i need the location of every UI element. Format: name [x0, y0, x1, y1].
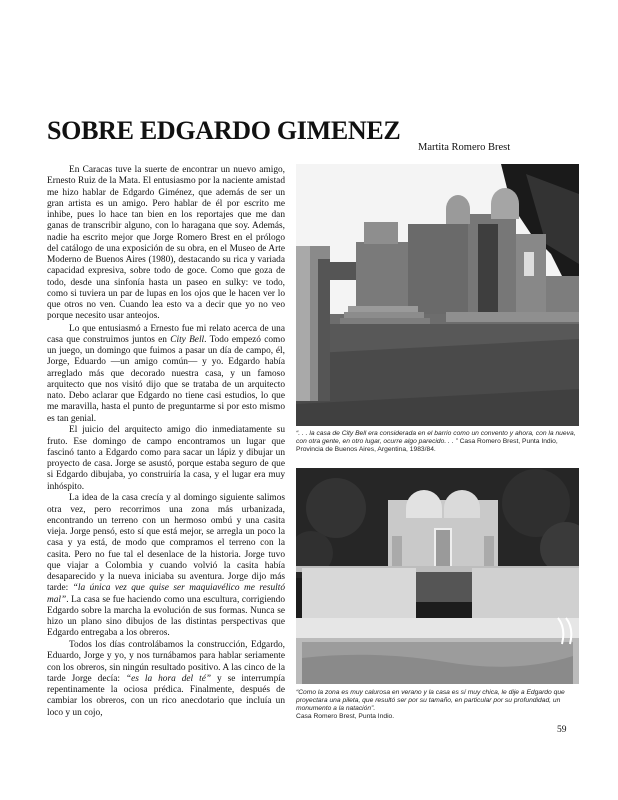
page-number: 59	[557, 725, 567, 735]
paragraph: Lo que entusiasmó a Ernesto fue mi relato acerca de una casa que construimos juntos en City Bell. Todo empezó como un juego, un domingo que fuimos a pasar un día de campo, él, Jorge, Eduardo —un amigo común— y yo. Edgardo había arreglado más que decorado nuestra casa, y un famoso arquitecto que nos visitó dijo que se trataba de un arquitecto nato. Debo aclarar que Edgardo no tiene casi estudios, lo que me maravilla, hasta el punto de preguntarme si por esto mismo es tan genial.	[47, 323, 285, 424]
page-title: SOBRE EDGARDO GIMENEZ	[47, 116, 401, 145]
article-body	[47, 165, 285, 719]
paragraph: Todos los días controlábamos la construcción, Edgardo, Eduardo, Jorge y yo, y nos turnábamos para hablar seriamente con los obreros, sin ningún resultado positivo. A las cinco de la tarde Jorge decía: “es la hora del té” y se interrumpía repentinamente la ociosa prédica. Finalmente, después de cambiar los obreros, con un rico anecdotario que incluía un loco y un cojo,	[47, 640, 285, 718]
author-byline: Martita Romero Brest	[418, 142, 511, 153]
paragraph: En Caracas tuve la suerte de encontrar un nuevo amigo, Ernesto Ruiz de la Mata. El entusiasmo por la naciente amistad me hizo hablar de Edgardo Giménez, que además de ser un gran artista es un amigo. Pero hablar de él por escrito me inhibe, pues lo hace tan bien en los reportajes que me dan ganas de transcribir alguno, con lo haragana que soy. Además, nadie ha escrito mejor que Jorge Romero Brest en el prólogo del catálogo de una exposición de su obra, en el Museo de Arte Moderno de Buenos Aires (1980), destacando su rica y variada capacidad expresiva, sobre todo de goce. Como que goza de todo, desde una sinfonía hasta un paseo en sulky: ve todo, como si tuviera un par de lupas en los ojos que le hacen ver lo que otros no ven. Cuando lea esto va a decir que yo no veo porque necesito usar anteojos.	[47, 165, 285, 322]
pool-photo	[296, 468, 579, 684]
house-photo	[296, 164, 579, 426]
photo-caption: “Como la zona es muy calurosa en verano y la casa es sí muy chica, le dije a Edgardo que proyectara una pileta, que resultó ser por su tamaño, en particular por su profundidad, un monumento a la natación”. Casa Romero Brest, Punta Indio.	[296, 689, 565, 720]
paragraph: El juicio del arquitecto amigo dio inmediatamente su fruto. Ese domingo de campo encontramos un lugar que fascinó tanto a Edgardo como para sacar un lápiz y dibujar un proyecto de casa. Jorge se asustó, porque estaba seguro de que si Edgardo dibujaba, yo construiría la casa, y el lugar era muy inhóspito.	[47, 425, 285, 492]
photo-caption: “. . . la casa de City Bell era considerada en el barrio como un convento y ahora, con la nueva, con otra gente, en otro lugar, ocurre algo parecido. . . ” Casa Romero Brest, Punta Indio, Provincia de Buenos Aires, Argentina, 1983/84.	[296, 430, 576, 453]
paragraph: La idea de la casa crecía y al domingo siguiente salimos otra vez, pero recorrimos una zona más urbanizada, encontrando un terreno con un hermoso ombú y una casita vieja. Jorge pensó, esto sí que está mejor, se arregla un poco la casa y ya está, de modo que compramos el terreno con la casita. Pero no fue tal el desenlace de la historia. Jorge tuvo que viajar a Colombia y cuando volvió la casita había desaparecido y la nueva iniciaba su aventura. Jorge dijo más tarde: “la única vez que quise ser maquiavélico me resultó mal”. La casa se fue haciendo como una escultura, corrigiendo Edgardo sobre la marcha la evolución de sus formas. Nunca se hizo un plano sino dibujos de las distintas perspectivas que Edgardo entregaba a los obreros.	[47, 493, 285, 639]
